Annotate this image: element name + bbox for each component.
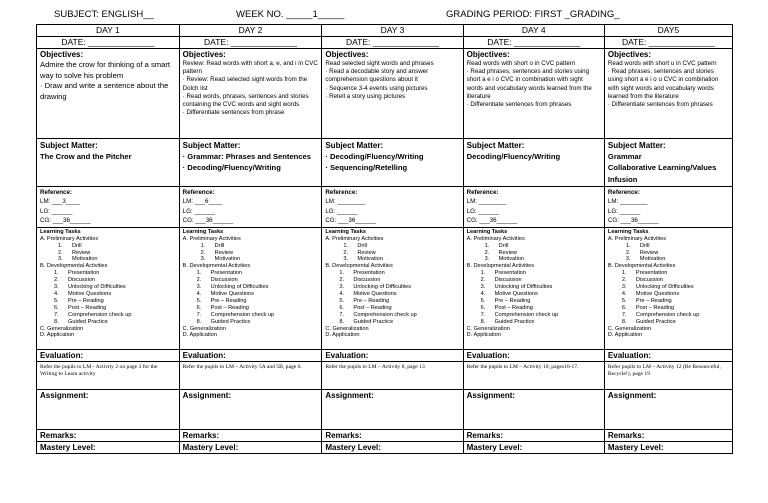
reference-lg: LG: ______ (182, 207, 216, 215)
preliminary-activity: 3. Motivation (484, 256, 525, 263)
developmental-activity-label: Unlocking of Difficulties (68, 284, 126, 291)
objective-line: · Retell a story using pictures (325, 92, 406, 100)
assignment-label: Assignment: (325, 390, 374, 400)
developmental-activity-label: Motive Questions (494, 290, 538, 297)
reference-lm: LM: ___3____ (40, 198, 80, 206)
evaluation-text: Refer the pupils to LM - Activity 2 on page 3 for the Writing to Learn activity (40, 363, 158, 377)
generalization-label: C. Generalization (40, 325, 84, 332)
developmental-activity: 8. Guided Practice (196, 318, 251, 325)
preliminary-activities-heading: A. Preliminary Activities (182, 235, 241, 242)
developmental-activity: 8. Guided Practice (621, 318, 676, 325)
mastery-row-cell (463, 441, 604, 453)
preliminary-activity: 1. Drill (58, 242, 82, 249)
developmental-activity-label: Pre – Reading (635, 297, 672, 304)
developmental-activity-label: Presentation (494, 270, 527, 277)
reference-cg: CG: ___36______ (325, 217, 376, 225)
developmental-activity-label: Comprehension check up (635, 311, 700, 318)
date-row-cell (322, 37, 463, 49)
objective-line: · Differentiate sentences from phrases (607, 101, 713, 109)
subject-matter-row (37, 139, 733, 187)
subject-matter-line: The Crow and the Pitcher (40, 152, 132, 162)
developmental-activity-label: Comprehension check up (210, 311, 275, 318)
date-row (37, 37, 733, 49)
subject-matter-row-cell (604, 139, 732, 187)
preliminary-activity-label: Motivation (72, 256, 98, 263)
reference-cg: CG: ___36______ (182, 217, 234, 225)
objective-line: · Read a decodable story and answer comprehension questions about it (325, 68, 429, 84)
remarks-label: Remarks: (40, 430, 77, 440)
subject-matter-row-cell (463, 139, 604, 187)
preliminary-activity-label: Drill (498, 242, 509, 249)
evaluation-row-cell (179, 349, 322, 389)
date-row-cell (37, 37, 180, 49)
evaluation-heading: Evaluation: (605, 351, 732, 362)
developmental-activity-label: Pre – Reading (68, 297, 104, 304)
developmental-activity-label: Motive Questions (635, 290, 680, 297)
date-label: DATE: ______________ (487, 37, 581, 47)
subject-matter-row-cell (322, 139, 463, 187)
developmental-activity-label: Guided Practice (635, 318, 676, 325)
reference-row-cell (463, 186, 604, 227)
subject-matter-row-cell (179, 139, 322, 187)
preliminary-activities-heading: A. Preliminary Activities (40, 235, 99, 242)
day-label: DAY 2 (238, 25, 263, 35)
developmental-activity-label: Guided Practice (494, 318, 535, 325)
preliminary-activity: 1. Drill (343, 242, 367, 249)
reference-cg: CG: ___36______ (40, 217, 91, 225)
assignment-row (37, 389, 733, 429)
evaluation-heading: Evaluation: (180, 351, 322, 362)
day-header-cell (179, 25, 322, 37)
day-label: DAY5 (657, 25, 680, 35)
developmental-activity-label: Unlocking of Difficulties (494, 284, 553, 291)
remarks-row-cell (37, 429, 180, 441)
developmental-activity-label: Unlocking of Difficulties (210, 284, 269, 291)
developmental-activity: 2. Discussion (196, 277, 238, 284)
objective-line: Read selected sight words and phrases (325, 60, 434, 67)
developmental-activity-label: Motive Questions (353, 290, 397, 297)
preliminary-activity: 1. Drill (484, 242, 509, 249)
learning-tasks-row-cell (322, 227, 463, 349)
preliminary-activity-label: Motivation (357, 256, 383, 263)
developmental-activity: 7. Comprehension check up (54, 311, 132, 318)
developmental-activity: 4. Motive Questions (54, 290, 112, 297)
date-label: DATE: ______________ (61, 37, 155, 47)
developmental-activity-label: Discussion (68, 277, 96, 284)
developmental-activity: 5. Pre – Reading (196, 297, 247, 304)
subject-matter-row-cell (37, 139, 180, 187)
developmental-activity: 3. Unlocking of Difficulties (339, 284, 412, 291)
preliminary-activity: 2. Review (343, 249, 376, 256)
objectives-row-cell (463, 49, 604, 139)
date-label: DATE: ______________ (621, 37, 715, 47)
preliminary-activity: 2. Review (484, 249, 517, 256)
developmental-activity: 4. Motive Questions (196, 290, 254, 297)
developmental-activity: 1. Presentation (621, 270, 668, 277)
reference-lg: LG: ______ (40, 207, 73, 215)
learning-tasks-heading: Learning Tasks (182, 228, 224, 235)
subject-matter-line: · Grammar: Phrases and Sentences (182, 152, 311, 162)
reference-heading: Reference: (40, 188, 72, 196)
day-label: DAY 3 (380, 25, 405, 35)
preliminary-activity: 3. Motivation (343, 256, 383, 263)
objective-line: · Read phrases, sentences and stories using short a e i o u CVC in combination with sight words and vocabulary words learned from the literature (607, 68, 719, 100)
developmental-activity-label: Motive Questions (68, 290, 112, 297)
remarks-label: Remarks: (466, 430, 504, 440)
objectives-heading: Objectives: (40, 50, 84, 59)
developmental-activity: 5. Pre – Reading (480, 297, 531, 304)
developmental-activity: 4. Motive Questions (339, 290, 397, 297)
preliminary-activity: 2. Review (58, 249, 91, 256)
date-label: DATE: ______________ (204, 37, 297, 47)
developmental-activity: 7. Comprehension check up (196, 311, 275, 318)
developmental-activity: 2. Discussion (480, 277, 522, 284)
developmental-activity: 3. Unlocking of Difficulties (196, 284, 269, 291)
reference-row (37, 186, 733, 227)
developmental-activity-label: Discussion (353, 277, 381, 284)
day-header-cell (463, 25, 604, 37)
date-row-cell (463, 37, 604, 49)
mastery-row-cell (37, 441, 180, 453)
generalization-label: C. Generalization (607, 325, 652, 332)
objective-line: Read words with short u in CVC pattern (607, 60, 717, 67)
reference-lm: LM: ________ (466, 198, 507, 206)
objective-line: Admire the crow for thinking of a smart way to solve his problem (40, 60, 170, 80)
preliminary-activity-label: Review (72, 249, 91, 256)
developmental-activity: 6. Post – Reading (196, 304, 249, 311)
developmental-activity: 6. Post – Reading (54, 304, 107, 311)
learning-tasks-row-cell (37, 227, 180, 349)
subject-matter-heading: Subject Matter: (607, 141, 666, 150)
assignment-row-cell (37, 389, 180, 429)
assignment-label: Assignment: (182, 390, 232, 400)
developmental-activity: 7. Comprehension check up (480, 311, 559, 318)
preliminary-activity-label: Review (357, 249, 376, 256)
assignment-label: Assignment: (466, 390, 516, 400)
objectives-row (37, 49, 733, 139)
mastery-level-label: Mastery Level: (325, 442, 381, 452)
objectives-heading: Objectives: (325, 50, 369, 59)
developmental-activity: 1. Presentation (196, 270, 243, 277)
reference-cg: CG: ___36______ (607, 217, 659, 225)
developmental-activity-label: Pre – Reading (494, 297, 531, 304)
developmental-activity: 3. Unlocking of Difficulties (480, 284, 553, 291)
developmental-activity: 7. Comprehension check up (621, 311, 700, 318)
developmental-activity: 6. Post – Reading (339, 304, 392, 311)
subject-matter-line: Collaborative Learning/Values Infusion (607, 163, 717, 184)
reference-lg: LG: ______ (607, 207, 641, 215)
remarks-row-cell (604, 429, 732, 441)
remarks-row-cell (179, 429, 322, 441)
developmental-activity: 5. Pre – Reading (54, 297, 104, 304)
mastery-row-cell (179, 441, 322, 453)
objective-line: · Read words, phrases, sentences and stories containing the CVC words and sight words (182, 92, 309, 109)
learning-tasks-row (37, 227, 733, 349)
developmental-activity: 4. Motive Questions (621, 290, 680, 297)
developmental-activities-heading: B. Developmental Activities (466, 263, 535, 270)
reference-row-cell (322, 186, 463, 227)
objective-line: · Review: Read selected sight words from the Dolch list (182, 76, 308, 92)
developmental-activity-label: Pre – Reading (353, 297, 390, 304)
generalization-label: C. Generalization (182, 325, 226, 332)
objective-line: · Sequence 3-4 events using pictures (325, 84, 428, 92)
objective-line: Read words with short o in CVC pattern (466, 60, 576, 67)
developmental-activity: 1. Presentation (480, 270, 527, 277)
reference-lm: LM: ________ (607, 198, 648, 206)
preliminary-activity-label: Motivation (639, 256, 666, 263)
mastery-level-label: Mastery Level: (40, 442, 96, 452)
developmental-activity-label: Discussion (494, 277, 522, 284)
developmental-activity-label: Comprehension check up (68, 311, 132, 318)
subject-matter-heading: Subject Matter: (325, 141, 384, 150)
reference-heading: Reference: (182, 188, 215, 196)
date-row-cell (604, 37, 732, 49)
assignment-row-cell (322, 389, 463, 429)
objective-line: · Differentiate sentences from phrases (466, 101, 572, 109)
reference-heading: Reference: (325, 188, 358, 196)
document-header (36, 9, 732, 23)
subject-matter-line: Grammar (607, 152, 642, 162)
preliminary-activity-label: Drill (639, 242, 650, 249)
developmental-activity: 5. Pre – Reading (621, 297, 672, 304)
preliminary-activity: 1. Drill (200, 242, 225, 249)
developmental-activity-label: Comprehension check up (494, 311, 559, 318)
evaluation-row-cell (463, 349, 604, 389)
developmental-activity: 8. Guided Practice (480, 318, 535, 325)
preliminary-activity-label: Drill (357, 242, 367, 249)
assignment-row-cell (179, 389, 322, 429)
subject-matter-line: Decoding/Fluency/Writing (466, 152, 561, 162)
evaluation-text: Refer the pupils to LM – Activity 8, page 13 (325, 363, 425, 370)
developmental-activity-label: Presentation (353, 270, 385, 277)
subject-matter-line: · Decoding/Fluency/Writing (182, 163, 281, 173)
preliminary-activity-label: Drill (72, 242, 82, 249)
preliminary-activity-label: Review (498, 249, 517, 256)
evaluation-text: Refer the pupils to LM – Activity 10, pages16-17. (466, 363, 579, 370)
mastery-row (37, 441, 733, 453)
developmental-activities-heading: B. Developmental Activities (40, 263, 108, 270)
mastery-level-label: Mastery Level: (182, 442, 239, 452)
reference-row-cell (604, 186, 732, 227)
preliminary-activity-label: Motivation (498, 256, 525, 263)
developmental-activity-label: Post – Reading (635, 304, 675, 311)
evaluation-text: Refer pupils to LM – Activity 12 (Be Resourceful, Recycle!), page 19 (607, 363, 721, 377)
preliminary-activities-heading: A. Preliminary Activities (325, 235, 384, 242)
subject-matter-heading: Subject Matter: (466, 141, 525, 150)
application-label: D. Application (40, 332, 75, 339)
developmental-activity: 7. Comprehension check up (339, 311, 417, 318)
preliminary-activities-heading: A. Preliminary Activities (607, 235, 667, 242)
reference-cg: CG: ___36______ (466, 217, 518, 225)
objectives-row-cell (37, 49, 180, 139)
developmental-activity-label: Guided Practice (68, 318, 108, 325)
preliminary-activity-label: Review (639, 249, 659, 256)
objective-line: · Differentiate sentences from phrase (182, 109, 285, 117)
subject-matter-heading: Subject Matter: (40, 141, 98, 150)
reference-lg: LG: ______ (325, 207, 358, 215)
mastery-level-label: Mastery Level: (466, 442, 523, 452)
preliminary-activity-label: Review (214, 249, 234, 256)
remarks-row (37, 429, 733, 441)
developmental-activity: 3. Unlocking of Difficulties (621, 284, 694, 291)
remarks-label: Remarks: (607, 430, 645, 440)
preliminary-activities-heading: A. Preliminary Activities (466, 235, 525, 242)
preliminary-activity-label: Drill (214, 242, 225, 249)
application-label: D. Application (325, 332, 360, 339)
objectives-row-cell (322, 49, 463, 139)
preliminary-activity-label: Motivation (214, 256, 241, 263)
preliminary-activity: 3. Motivation (58, 256, 98, 263)
developmental-activity-label: Post – Reading (210, 304, 249, 311)
evaluation-row-cell (37, 349, 180, 389)
generalization-label: C. Generalization (325, 325, 369, 332)
developmental-activity-label: Guided Practice (353, 318, 394, 325)
developmental-activity: 8. Guided Practice (54, 318, 108, 325)
objectives-heading: Objectives: (182, 50, 226, 59)
remarks-row-cell (463, 429, 604, 441)
assignment-label: Assignment: (40, 390, 89, 400)
developmental-activities-heading: B. Developmental Activities (182, 263, 251, 270)
reference-heading: Reference: (607, 188, 640, 196)
developmental-activity: 6. Post – Reading (480, 304, 533, 311)
day-label: DAY 4 (521, 25, 546, 35)
developmental-activity-label: Discussion (210, 277, 238, 284)
developmental-activity: 1. Presentation (339, 270, 385, 277)
developmental-activity-label: Post – Reading (68, 304, 107, 311)
learning-tasks-heading: Learning Tasks (325, 228, 366, 235)
developmental-activity: 1. Presentation (54, 270, 100, 277)
developmental-activity-label: Pre – Reading (210, 297, 247, 304)
objective-line: · Read phrases, sentences and stories using short a e i o CVC in combination with sight words and vocabulary words learned from the literature (466, 68, 592, 100)
developmental-activity: 6. Post – Reading (621, 304, 675, 311)
application-label: D. Application (182, 332, 217, 339)
subject-matter-line: · Sequencing/Retelling (325, 163, 408, 173)
objectives-heading: Objectives: (466, 50, 510, 59)
preliminary-activity: 3. Motivation (200, 256, 241, 263)
evaluation-row-cell (604, 349, 732, 389)
mastery-row-cell (604, 441, 732, 453)
developmental-activity-label: Discussion (635, 277, 663, 284)
developmental-activity-label: Presentation (635, 270, 668, 277)
evaluation-row-cell (322, 349, 463, 389)
day-label: DAY 1 (95, 25, 120, 35)
grading-period-label: GRADING PERIOD: FIRST _GRADING_ (446, 9, 620, 20)
reference-row-cell (37, 186, 180, 227)
application-label: D. Application (607, 332, 643, 339)
reference-lm: LM: ___6____ (182, 198, 223, 206)
developmental-activity: 8. Guided Practice (339, 318, 394, 325)
developmental-activity-label: Post – Reading (353, 304, 392, 311)
assignment-row-cell (604, 389, 732, 429)
learning-tasks-heading: Learning Tasks (607, 228, 649, 235)
evaluation-heading: Evaluation: (322, 351, 462, 362)
remarks-label: Remarks: (325, 430, 362, 440)
learning-tasks-row-cell (604, 227, 732, 349)
generalization-label: C. Generalization (466, 325, 510, 332)
subject-label: SUBJECT: ENGLISH__ (54, 9, 154, 20)
day-header-cell (322, 25, 463, 37)
developmental-activity-label: Unlocking of Difficulties (353, 284, 412, 291)
reference-lg: LG: ______ (466, 207, 499, 215)
day-header (37, 25, 733, 37)
assignment-label: Assignment: (607, 390, 657, 400)
developmental-activity-label: Unlocking of Difficulties (635, 284, 694, 291)
objectives-row-cell (179, 49, 322, 139)
preliminary-activity: 3. Motivation (625, 256, 666, 263)
learning-tasks-heading: Learning Tasks (466, 228, 508, 235)
developmental-activity-label: Comprehension check up (353, 311, 417, 318)
learning-tasks-row-cell (463, 227, 604, 349)
weekly-plan-table (36, 24, 733, 454)
reference-lm: LM: ________ (325, 198, 365, 206)
preliminary-activity: 1. Drill (625, 242, 650, 249)
application-label: D. Application (466, 332, 501, 339)
subject-matter-heading: Subject Matter: (182, 141, 241, 150)
developmental-activities-heading: B. Developmental Activities (607, 263, 676, 270)
remarks-label: Remarks: (182, 430, 220, 440)
evaluation-heading: Evaluation: (464, 351, 604, 362)
evaluation-heading: Evaluation: (37, 351, 179, 362)
week-label: WEEK NO. _____1_____ (236, 9, 345, 20)
mastery-row-cell (322, 441, 463, 453)
objectives-row-cell (604, 49, 732, 139)
developmental-activity: 2. Discussion (621, 277, 663, 284)
developmental-activity-label: Motive Questions (210, 290, 254, 297)
developmental-activity: 2. Discussion (54, 277, 96, 284)
learning-tasks-row-cell (179, 227, 322, 349)
developmental-activity: 5. Pre – Reading (339, 297, 390, 304)
developmental-activity-label: Post – Reading (494, 304, 533, 311)
subject-matter-line: · Decoding/Fluency/Writing (325, 152, 424, 162)
mastery-level-label: Mastery Level: (607, 442, 664, 452)
reference-row-cell (179, 186, 322, 227)
day-header-cell (37, 25, 180, 37)
developmental-activity: 2. Discussion (339, 277, 381, 284)
evaluation-row (37, 349, 733, 389)
day-header-cell (604, 25, 732, 37)
developmental-activity: 4. Motive Questions (480, 290, 538, 297)
learning-tasks-heading: Learning Tasks (40, 228, 81, 235)
developmental-activity: 3. Unlocking of Difficulties (54, 284, 126, 291)
developmental-activity-label: Presentation (210, 270, 243, 277)
objective-line: Review: Read words with short a, e, and i in CVC pattern (182, 60, 318, 76)
date-label: DATE: ______________ (346, 37, 439, 47)
objective-line: · Draw and write a sentence about the drawing (40, 81, 169, 101)
preliminary-activity: 2. Review (200, 249, 234, 256)
developmental-activities-heading: B. Developmental Activities (325, 263, 393, 270)
date-row-cell (179, 37, 322, 49)
remarks-row-cell (322, 429, 463, 441)
developmental-activity-label: Presentation (68, 270, 100, 277)
reference-heading: Reference: (466, 188, 499, 196)
evaluation-text: Refer the pupils to LM – Activity 5A and 5B, page 6. (182, 363, 302, 370)
developmental-activity-label: Guided Practice (210, 318, 251, 325)
assignment-row-cell (463, 389, 604, 429)
objectives-heading: Objectives: (607, 50, 652, 59)
preliminary-activity: 2. Review (625, 249, 659, 256)
